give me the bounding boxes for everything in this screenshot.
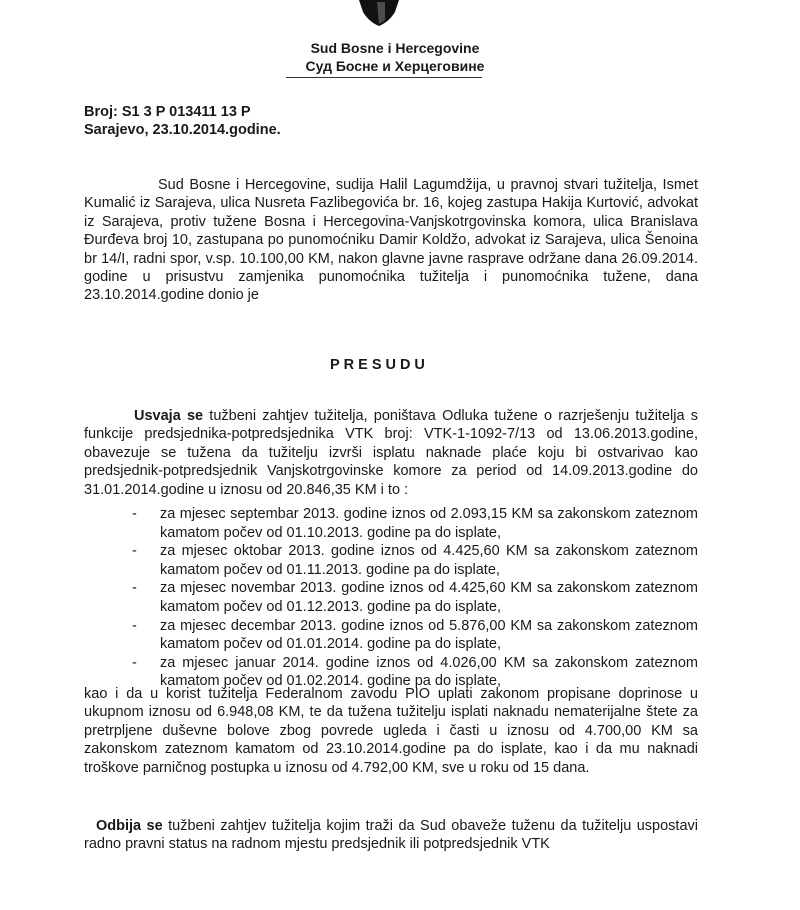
header-divider <box>286 77 482 78</box>
list-item: - za mjesec decembar 2013. godine iznos od 5.876,00 KM sa zakonskom zateznom kamatom počev od 01.01.2014. godine pa do isplate, <box>132 617 698 653</box>
rejection-lead: Odbija se <box>96 818 163 834</box>
list-item: - za mjesec oktobar 2013. godine iznos od 4.425,60 KM sa zakonskom zateznom kamatom počev od 01.11.2013. godine pa do isplate, <box>132 543 698 578</box>
ruling-paragraph <box>84 407 698 499</box>
verdict-title: PRESUDU <box>330 357 429 373</box>
court-name-cyrillic: Суд Босне и Херцеговине <box>305 58 485 74</box>
ruling-lead: Usvaja se <box>134 408 204 424</box>
rejection-text: tužbeni zahtjev tužitelja kojim traži da Sud obaveže tuženu da tužitelju uspostavi radno pravni status na radnom mjestu predsjednik ili potpredsjednik VTK <box>84 818 698 853</box>
case-number: Broj: S1 3 P 013411 13 P <box>84 104 251 120</box>
intro-text: Sud Bosne i Hercegovine, sudija Halil Lagumdžija, u pravnoj stvari tužitelja, Ismet Kumalić iz Sarajeva, ulica Nusreta Fazlibegovića br. 16, kojeg zastupa Hakija Kurtović, advokat iz Sarajeva, protiv tužene Bosna i Hercegovina-Vanjskotrgovinska komora, ulica Branislava Đurđeva broj 10, zastupana po punomoćniku Damir Koldžo, advokat iz Sarajeva, ulica Šenoina br 14/I, radni spor, v.sp. 10.100,00 KM, nakon glavne javne rasprave održane dana 26.09.2014. godine u prisustvu zamjenika punomoćnika tužitelja i punomoćnika tužene, dana 23.10.2014.godine donio je <box>84 177 698 304</box>
place-date: Sarajevo, 23.10.2014.godine. <box>84 122 281 138</box>
list-item: - za mjesec januar 2014. godine iznos od 4.026,00 KM sa zakonskom zateznom kamatom počev od 01.02.2014. godine pa do isplate, <box>132 654 698 690</box>
ruling-tail-paragraph: kao i da u korist tužitelja Federalnom zavodu PIO uplati zakonom propisane doprinose u ukupnom iznosu od 6.948,08 KM, te da tužena tužitelju isplati naknadu nematerijalne štete za pretrpljene duševne bolove zbog povrede ugleda i časti u iznosu od 4.700,00 KM sa zakonskom zateznom kamatom od 23.10.2014.godine pa do isplate, kao i da mu naknadi troškove parničnog postupka u iznosu od 4.792,00 KM, sve u roku od 15 dana. <box>84 686 698 776</box>
rejection-paragraph <box>84 817 698 854</box>
ruling-text: tužbeni zahtjev tužitelja, poništava Odluka tužene o razrješenju tužitelja s funkcije predsjednika-potpredsjednika VTK broj: VTK-1-1092-7/13 od 13.06.2013.godine, obavezuje se tužena da tužitelju izvrši isplatu naknade plaće koju bi ostvarivao kao predsjednik-potpredsjednik Vanjskotrgovinske komore za period od 14.09.2013.godine do 31.01.2014.godine u iznosu od 20.846,35 KM i to : <box>84 408 698 498</box>
coat-of-arms-icon <box>355 0 403 26</box>
payment-list <box>132 505 698 691</box>
list-item: - za mjesec septembar 2013. godine iznos od 2.093,15 KM sa zakonskom zateznom kamatom počev od 01.10.2013. godine pa do isplate, <box>132 506 698 541</box>
court-name-latin: Sud Bosne i Hercegovine <box>310 40 480 56</box>
list-item: - za mjesec novembar 2013. godine iznos od 4.425,60 KM sa zakonskom zateznom kamatom počev od 01.12.2013. godine pa do isplate, <box>132 580 698 615</box>
intro-paragraph <box>84 176 698 305</box>
